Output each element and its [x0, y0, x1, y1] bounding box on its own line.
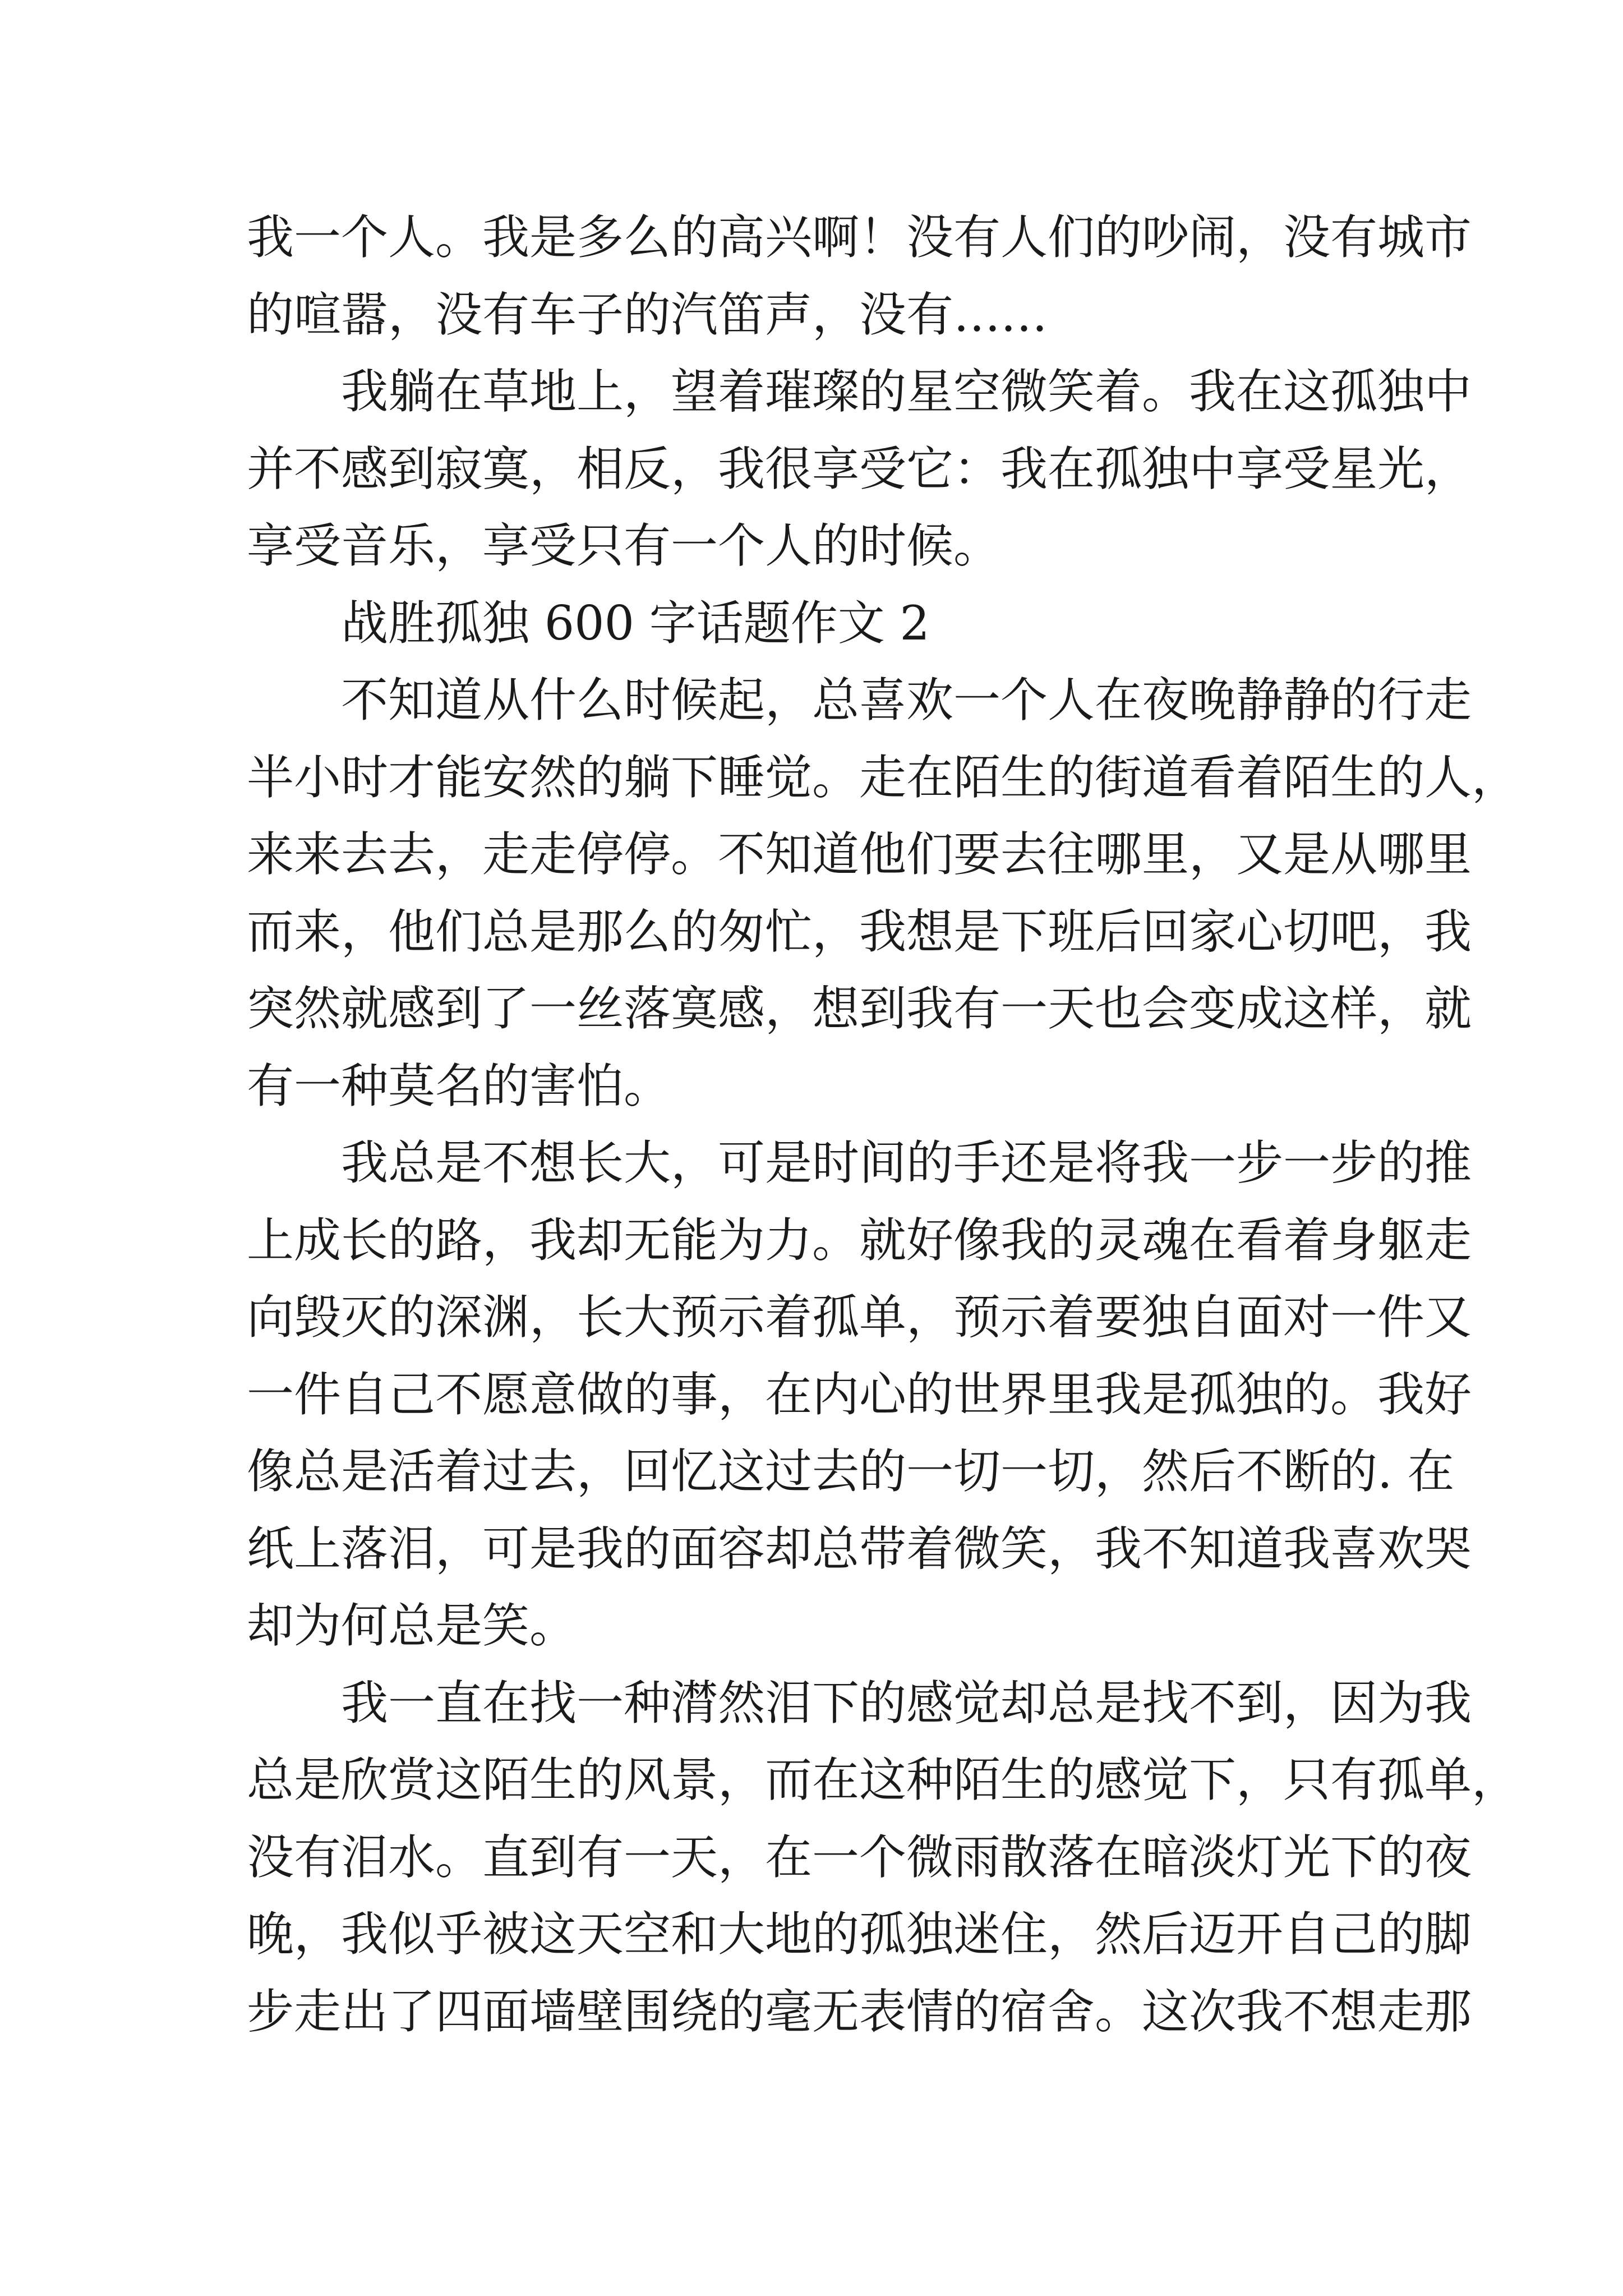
text-line: 不知道从什么时候起，总喜欢一个人在夜晚静静的行走	[341, 673, 1472, 728]
text-line: 我总是不想长大，可是时间的手还是将我一步一步的推	[341, 1135, 1472, 1190]
paragraph	[247, 199, 1472, 353]
text-line: 总是欣赏这陌生的风景，而在这种陌生的感觉下，只有孤单，	[247, 1752, 1519, 1807]
text-line: 来来去去，走走停停。不知道他们要去往哪里，又是从哪里	[247, 827, 1472, 882]
text-line: 突然就感到了一丝落寞感，想到我有一天也会变成这样，就	[247, 981, 1472, 1036]
text-line: 享受音乐，享受只有一个人的时候。	[247, 518, 1001, 573]
paragraph	[247, 1665, 1519, 2051]
text-line: 半小时才能安然的躺下睡觉。走在陌生的街道看着陌生的人，	[247, 749, 1519, 805]
document-body	[247, 199, 1519, 2050]
text-line: 而来，他们总是那么的匆忙，我想是下班后回家心切吧，我	[247, 904, 1472, 959]
text-line: 我躺在草地上，望着璀璨的星空微笑着。我在这孤独中	[341, 364, 1472, 419]
text-line: 却为何总是笑。	[247, 1598, 577, 1653]
text-line: 上成长的路，我却无能为力。就好像我的灵魂在看着身躯走	[247, 1212, 1472, 1268]
text-line: 晚，我似乎被这天空和大地的孤独迷住，然后迈开自己的脚	[247, 1907, 1472, 1962]
text-line: 没有泪水。直到有一天，在一个微雨散落在暗淡灯光下的夜	[247, 1829, 1472, 1885]
paragraph	[247, 1125, 1472, 1665]
paragraph	[247, 353, 1472, 585]
text-line: 像总是活着过去，回忆这过去的一切一切，然后不断的. 在	[247, 1444, 1455, 1499]
text-line: 步走出了四面墙壁围绕的毫无表情的宿舍。这次我不想走那	[247, 1984, 1472, 2039]
heading-text: 战胜孤独 600 字话题作文 2	[341, 595, 930, 651]
paragraph	[247, 662, 1519, 1125]
text-line: 并不感到寂寞，相反，我很享受它：我在孤独中享受星光，	[247, 441, 1472, 496]
section-heading	[247, 585, 1391, 662]
text-line: 向毁灭的深渊，长大预示着孤单，预示着要独自面对一件又	[247, 1290, 1472, 1345]
text-line: 的喧嚣，没有车子的汽笛声，没有……	[247, 287, 1048, 342]
text-line: 纸上落泪，可是我的面容却总带着微笑，我不知道我喜欢哭	[247, 1521, 1472, 1576]
text-line: 我一直在找一种潸然泪下的感觉却总是找不到，因为我	[341, 1675, 1472, 1731]
text-line: 我一个人。我是多么的高兴啊！没有人们的吵闹，没有城市	[247, 210, 1472, 265]
text-line: 有一种莫名的害怕。	[247, 1058, 671, 1114]
text-line: 一件自己不愿意做的事，在内心的世界里我是孤独的。我好	[247, 1366, 1472, 1422]
